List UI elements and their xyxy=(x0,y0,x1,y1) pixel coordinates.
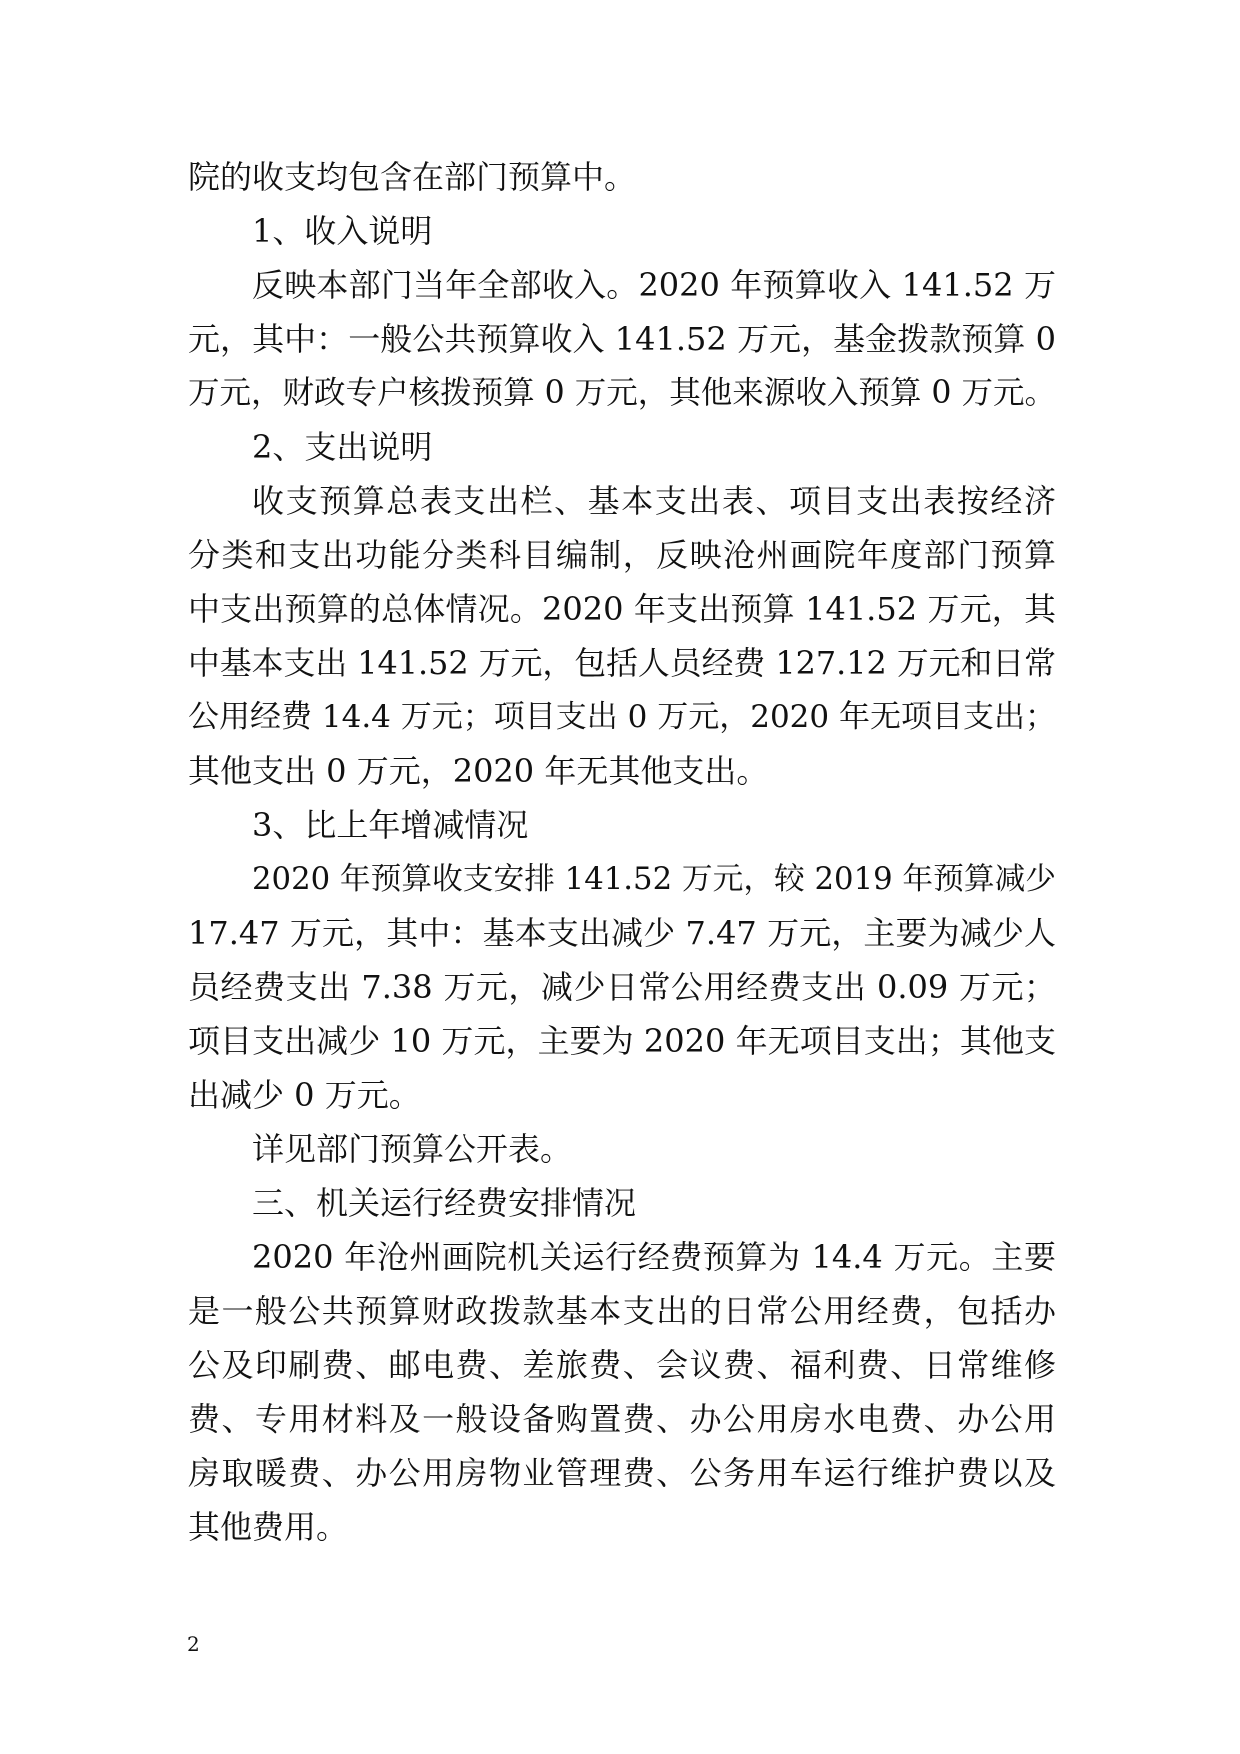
page-number: 2 xyxy=(187,1632,200,1656)
paragraph-line: 分类和支出功能分类科目编制，反映沧州画院年度部门预算 xyxy=(188,536,1056,574)
paragraph-line: 出减少 0 万元。 xyxy=(188,1076,421,1114)
paragraph-line: 2020 年预算收支安排 141.52 万元，较 2019 年预算减少 xyxy=(252,861,1056,897)
paragraph-line: 院的收支均包含在部门预算中。 xyxy=(188,158,637,196)
paragraph-line: 其他费用。 xyxy=(188,1508,349,1546)
paragraph-line: 费、专用材料及一般设备购置费、办公用房水电费、办公用 xyxy=(188,1400,1056,1438)
paragraph-line: 中支出预算的总体情况。2020 年支出预算 141.52 万元，其 xyxy=(188,590,1056,628)
paragraph-line: 2020 年沧州画院机关运行经费预算为 14.4 万元。主要 xyxy=(252,1238,1056,1276)
paragraph-line: 房取暖费、办公用房物业管理费、公务用车运行维护费以及 xyxy=(188,1454,1056,1492)
paragraph-line: 项目支出减少 10 万元，主要为 2020 年无项目支出；其他支 xyxy=(188,1022,1056,1060)
paragraph-line: 收支预算总表支出栏、基本支出表、项目支出表按经济 xyxy=(252,482,1056,520)
paragraph-line: 公用经费 14.4 万元；项目支出 0 万元，2020 年无项目支出； xyxy=(188,699,1056,735)
paragraph-line: 是一般公共预算财政拨款基本支出的日常公用经费，包括办 xyxy=(188,1292,1056,1330)
paragraph-line: 详见部门预算公开表。 xyxy=(252,1130,573,1168)
paragraph-line: 17.47 万元，其中：基本支出减少 7.47 万元，主要为减少人 xyxy=(188,914,1056,952)
paragraph-line: 中基本支出 141.52 万元，包括人员经费 127.12 万元和日常 xyxy=(188,644,1056,682)
heading-income-explanation: 1、收入说明 xyxy=(252,212,433,250)
paragraph-line: 员经费支出 7.38 万元，减少日常公用经费支出 0.09 万元； xyxy=(188,968,1056,1006)
paragraph-line: 元，其中：一般公共预算收入 141.52 万元，基金拨款预算 0 xyxy=(188,320,1056,358)
heading-year-over-year-change: 3、比上年增减情况 xyxy=(252,806,529,844)
section-heading-operating-expenses: 三、机关运行经费安排情况 xyxy=(252,1184,637,1222)
paragraph-line: 万元，财政专户核拨预算 0 万元，其他来源收入预算 0 万元。 xyxy=(188,375,1056,411)
heading-expenditure-explanation: 2、支出说明 xyxy=(252,428,433,466)
document-body xyxy=(188,150,1056,1554)
paragraph-line: 公及印刷费、邮电费、差旅费、会议费、福利费、日常维修 xyxy=(188,1346,1056,1384)
paragraph-line: 反映本部门当年全部收入。2020 年预算收入 141.52 万 xyxy=(252,266,1056,304)
paragraph-line: 其他支出 0 万元，2020 年无其他支出。 xyxy=(188,752,769,790)
